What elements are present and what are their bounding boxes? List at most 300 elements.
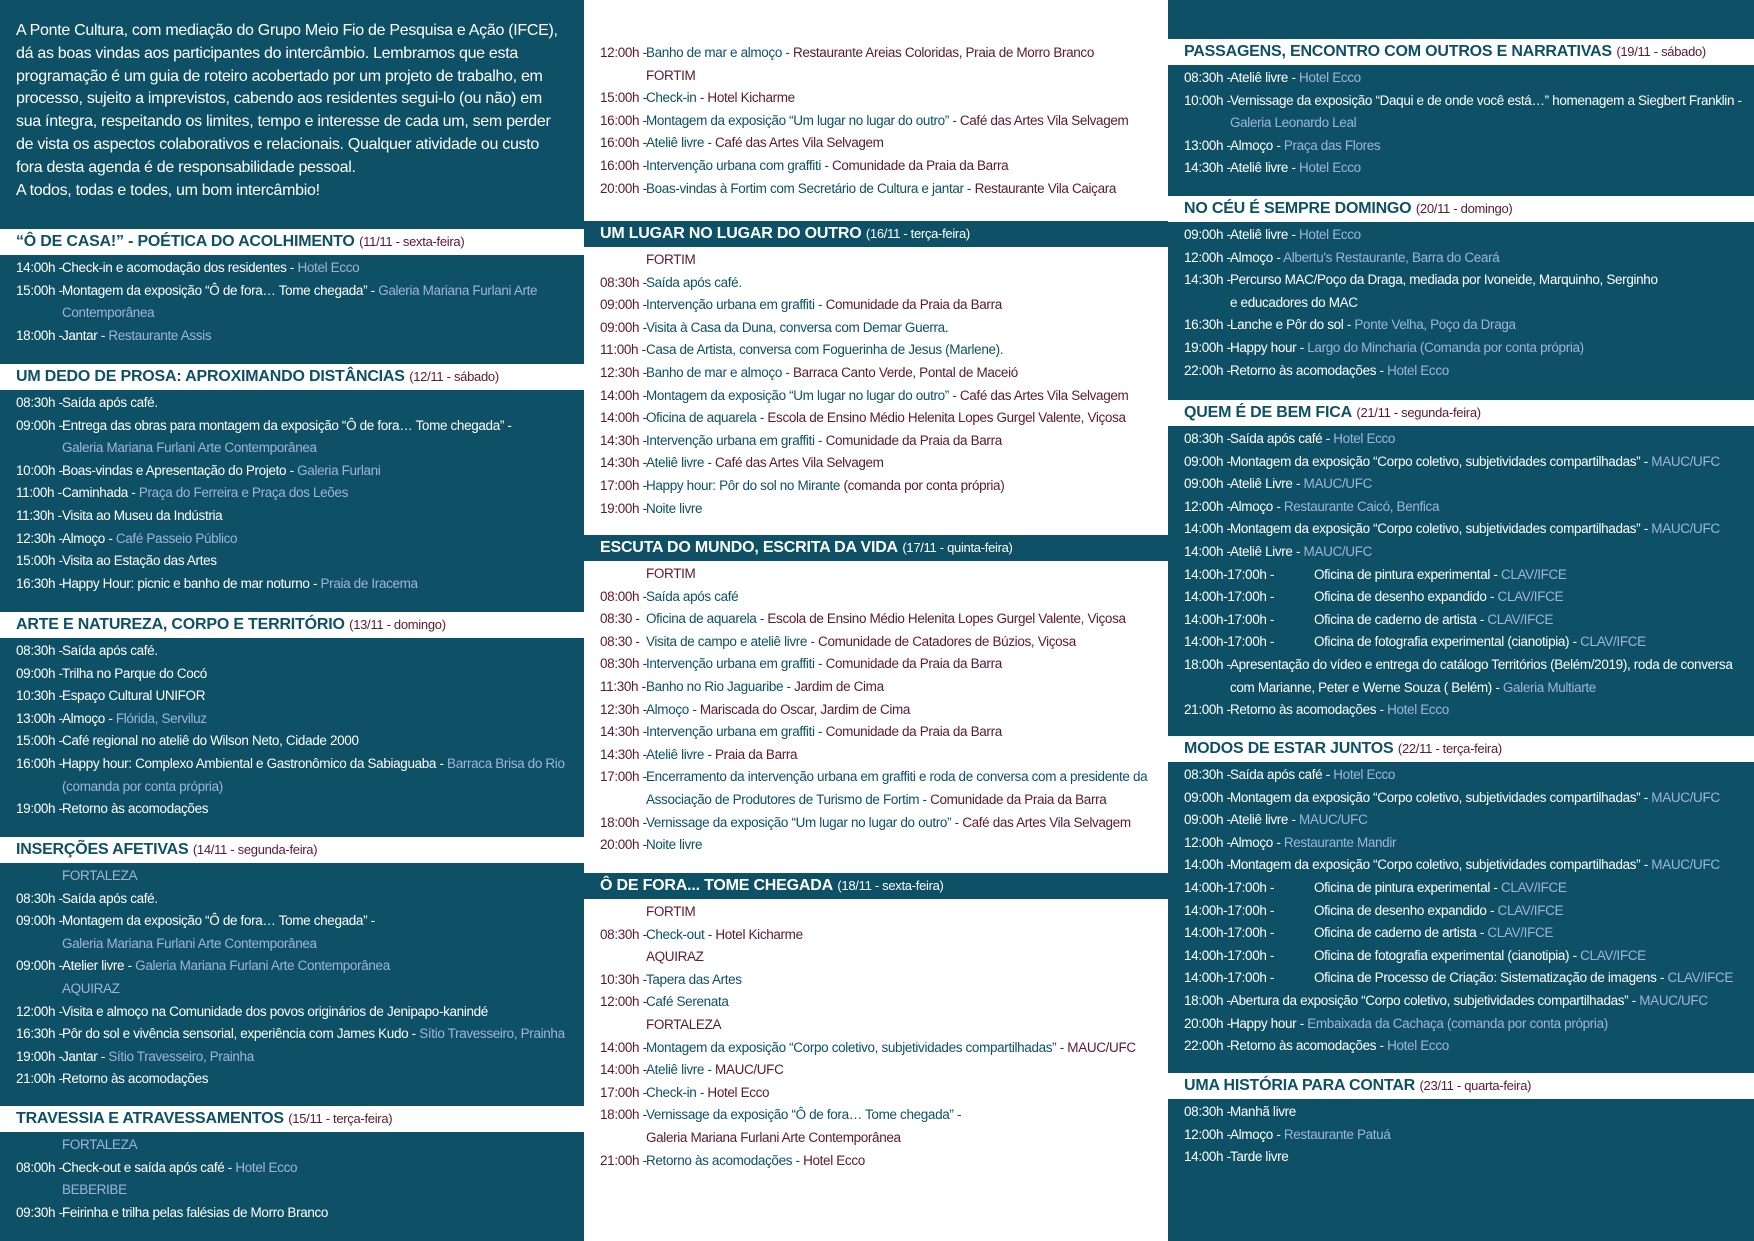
row-time: 08:30 -	[600, 611, 640, 627]
row-description	[1230, 787, 1754, 810]
schedule-row	[1184, 1101, 1754, 1124]
schedule-row	[600, 110, 1168, 133]
row-time: 11:00h -	[600, 342, 646, 358]
row-description	[62, 392, 584, 415]
section-header	[1168, 196, 1754, 222]
section-header	[584, 535, 1168, 561]
row-description	[1230, 135, 1754, 158]
activity-text: Almoço -	[1230, 137, 1281, 153]
venue-text: Restaurante Assis	[108, 327, 212, 343]
schedule-row	[600, 1037, 1168, 1060]
venue-text: CLAV/IFCE	[1500, 879, 1567, 895]
row-time: 09:00h -	[1184, 453, 1231, 469]
activity-text: Almoço -	[1230, 498, 1281, 514]
venue-text: Praia da Barra	[715, 746, 798, 762]
activity-text: Retorno às acomodações -	[1230, 702, 1384, 718]
venue-text: Hotel Ecco	[803, 1152, 865, 1168]
row-time: 09:00h -	[16, 913, 63, 929]
section-title: TRAVESSIA E ATRAVESSAMENTOS	[16, 1110, 284, 1127]
section-title: ESCUTA DO MUNDO, ESCRITA DA VIDA	[600, 539, 898, 556]
section-rows	[1168, 65, 1754, 180]
row-description	[646, 42, 1168, 65]
row-description	[1314, 609, 1754, 632]
location-label: Galeria Mariana Furlani Arte Contemporânea	[646, 1129, 901, 1145]
row-description	[646, 721, 1168, 744]
row-time: 14:00h-17:00h -	[1184, 879, 1275, 895]
schedule-row	[1184, 654, 1754, 699]
row-description	[646, 155, 1168, 178]
schedule-row	[1184, 699, 1754, 722]
activity-text: Café Serenata	[646, 994, 729, 1010]
row-time: 15:00h -	[16, 733, 63, 749]
activity-text: Banho de mar e almoço -	[646, 45, 790, 60]
section-date: (21/11 - segunda-feira)	[1356, 405, 1481, 420]
row-description	[1230, 541, 1754, 564]
row-time: 13:00h -	[1184, 137, 1231, 153]
row-time: 18:00h -	[1184, 992, 1231, 1008]
schedule-row	[600, 132, 1168, 155]
activity-text: Trilha no Parque do Cocó	[62, 665, 207, 681]
activity-text: Boas-vindas à Fortim com Secretário de Cultura e jantar -	[646, 180, 972, 196]
activity-text: Almoço -	[62, 530, 113, 546]
section-rows	[1168, 1099, 1754, 1169]
schedule-row	[600, 766, 1168, 811]
day-section	[584, 535, 1168, 857]
activity-text: Oficina de caderno de artista -	[1314, 925, 1484, 941]
row-description	[1314, 877, 1754, 900]
row-description	[1230, 247, 1754, 270]
schedule-row	[600, 385, 1168, 408]
venue-text: Barraca Canto Verde, Pontal de Maceió	[792, 364, 1018, 380]
activity-text: Visita ao Museu da Indústria	[62, 507, 223, 523]
venue-text: Hotel Ecco	[1387, 702, 1449, 718]
row-time: 12:00h -	[1184, 834, 1231, 850]
schedule-row	[600, 1104, 1168, 1127]
venue-text: Café Passeio Público	[115, 530, 238, 546]
row-time: 13:00h -	[16, 710, 63, 726]
schedule-row	[1184, 90, 1754, 113]
day-section	[0, 1106, 584, 1224]
section-title: Ô DE FORA... TOME CHEGADA	[600, 877, 833, 894]
venue-text: Café das Artes Vila Selvagem	[959, 112, 1129, 128]
location-label: Galeria Leonardo Leal	[1230, 115, 1357, 131]
row-description	[646, 631, 1168, 654]
row-description	[646, 87, 1168, 110]
row-time: 14:00h-17:00h -	[1184, 611, 1275, 627]
row-description	[1230, 1013, 1754, 1036]
row-description	[646, 744, 1168, 767]
activity-text: Vernissage da exposição “Um lugar no lugar do outro” -	[646, 814, 959, 830]
row-description	[1314, 967, 1754, 990]
schedule-row	[600, 317, 1168, 340]
activity-text: Saída após café.	[62, 643, 158, 658]
schedule-row	[1184, 945, 1754, 968]
schedule-row	[600, 272, 1168, 295]
schedule-row	[600, 339, 1168, 362]
section-rows	[0, 390, 584, 595]
schedule-row	[600, 155, 1168, 178]
activity-text: Almoço -	[1230, 1126, 1281, 1142]
activity-text: Oficina de aquarela -	[646, 611, 764, 627]
row-time: 08:30h -	[1184, 1104, 1231, 1119]
schedule-row	[1184, 900, 1754, 923]
row-time: 14:00h -	[600, 410, 647, 426]
row-time: 08:30h -	[600, 274, 647, 290]
day-section	[584, 221, 1168, 520]
section-rows	[0, 863, 584, 1091]
venue-text: Comunidade de Catadores de Búzios, Viçosa	[818, 633, 1076, 649]
section-date: (12/11 - sábado)	[409, 369, 499, 384]
activity-text: Visita à Casa da Duna, conversa com Demar Guerra.	[646, 319, 949, 335]
section-header	[0, 612, 584, 638]
schedule-row	[16, 528, 584, 551]
row-time: 12:00h -	[1184, 498, 1231, 514]
section-title: “Ô DE CASA!” - POÉTICA DO ACOLHIMENTO	[16, 233, 355, 250]
row-description	[646, 812, 1168, 835]
row-time: 12:00h -	[1184, 249, 1231, 265]
venue-text: Comunidade da Praia da Barra	[930, 791, 1107, 807]
activity-text: Oficina de caderno de artista -	[1314, 611, 1484, 627]
row-description	[646, 653, 1168, 676]
intro-text	[0, 0, 584, 202]
section-rows	[0, 1132, 584, 1224]
activity-text: Oficina de desenho expandido -	[1314, 902, 1495, 918]
schedule-column-3	[1168, 0, 1754, 1241]
venue-text: Embaixada da Cachaça (comanda por conta própria)	[1307, 1015, 1608, 1031]
location-label: Galeria Mariana Furlani Arte Contemporânea	[62, 440, 317, 456]
section-header	[0, 1106, 584, 1132]
row-time: 09:00h -	[600, 319, 647, 335]
row-time: 08:30 -	[600, 633, 640, 649]
activity-text: Intervenção urbana em graffiti -	[646, 724, 823, 740]
row-time: 20:00h -	[600, 837, 647, 853]
activity-text: Noite livre	[646, 500, 703, 516]
day-section	[1168, 400, 1754, 722]
schedule-row	[1184, 451, 1754, 474]
schedule-row	[600, 676, 1168, 699]
row-description	[62, 708, 584, 731]
venue-text: MAUC/UFC	[1299, 812, 1368, 828]
schedule-row	[1184, 1013, 1754, 1036]
row-time: 15:00h -	[16, 553, 63, 569]
row-description	[62, 573, 584, 596]
activity-text: Saída após café.	[62, 890, 158, 906]
section-header	[584, 221, 1168, 247]
day-section	[1168, 196, 1754, 382]
activity-text: Casa de Artista, conversa com Foguerinha de Jesus (Marlene).	[646, 342, 1004, 358]
row-time: 14:30h -	[1184, 272, 1231, 288]
schedule-row	[16, 708, 584, 731]
row-description	[62, 663, 584, 686]
venue-text: Hotel Ecco	[1333, 431, 1396, 446]
section-title: ARTE E NATUREZA, CORPO E TERRITÓRIO	[16, 616, 345, 633]
venue-text: Praia de Iracema	[320, 575, 418, 591]
schedule-row	[16, 505, 584, 528]
activity-text: Check-out -	[646, 926, 712, 942]
section-header	[0, 229, 584, 255]
row-time: 14:00h -	[1184, 543, 1231, 559]
row-time: 21:00h -	[600, 1152, 647, 1168]
venue-text: Praça das Flores	[1283, 137, 1381, 153]
row-description	[62, 325, 584, 348]
section-header	[0, 837, 584, 863]
activity-text: Happy Hour: picnic e banho de mar noturno -	[62, 575, 318, 591]
section-date: (22/11 - terça-feira)	[1397, 741, 1502, 756]
activity-text: Visita de campo e ateliê livre -	[646, 633, 815, 649]
venue-text: Comunidade da Praia da Barra	[825, 432, 1002, 448]
schedule-row	[1184, 631, 1754, 654]
schedule-row	[16, 1157, 584, 1180]
day-section	[0, 612, 584, 821]
row-time: 09:00h -	[1184, 476, 1231, 492]
activity-text: Happy hour -	[1230, 1015, 1304, 1031]
row-time: 19:00h -	[600, 500, 647, 516]
location-label: FORTIM	[646, 252, 696, 267]
activity-text: Ateliê livre -	[1230, 227, 1296, 242]
row-description	[62, 1046, 584, 1069]
schedule-row	[600, 87, 1168, 110]
row-description	[646, 1082, 1168, 1105]
row-description	[62, 753, 584, 798]
venue-text: MAUC/UFC	[1639, 992, 1708, 1008]
row-time: 08:00h -	[16, 1159, 63, 1175]
schedule-row	[16, 550, 584, 573]
row-description	[62, 730, 584, 753]
activity-text: Banho de mar e almoço -	[646, 364, 790, 380]
schedule-row	[16, 1046, 584, 1069]
venue-text: Comunidade da Praia da Barra	[825, 656, 1002, 672]
venue-text: Praça do Ferreira e Praça dos Leões	[138, 485, 348, 501]
schedule-row	[600, 969, 1168, 992]
activity-text: Intervenção urbana em graffiti -	[646, 432, 823, 448]
row-time: 14:30h -	[600, 455, 647, 471]
row-description	[646, 385, 1168, 408]
section-date: (17/11 - quinta-feira)	[902, 540, 1013, 555]
activity-text: Montagem da exposição “Um lugar no lugar do outro” -	[646, 387, 957, 403]
activity-text: Retorno às acomodações -	[646, 1152, 800, 1168]
schedule-row	[600, 362, 1168, 385]
row-time: 12:30h -	[16, 530, 63, 546]
row-description	[646, 178, 1168, 201]
schedule-row	[1184, 473, 1754, 496]
row-time: 18:00h -	[1184, 656, 1231, 672]
row-time: 11:00h -	[16, 485, 62, 501]
row-description	[62, 460, 584, 483]
row-description	[1230, 764, 1754, 787]
section-date: (20/11 - domingo)	[1415, 201, 1513, 216]
activity-text: Montagem da exposição “Corpo coletivo, subjetividades compartilhadas” -	[646, 1039, 1064, 1055]
row-description	[646, 608, 1168, 631]
section-rows	[1168, 762, 1754, 1058]
venue-text: Galeria Multiarte	[1502, 679, 1596, 695]
activity-text: Apresentação do vídeo e entrega do catálogo Territórios (Belém/2019), roda de conversa com Marianne, Peter e Werne Souza ( Belém) -	[1230, 656, 1733, 695]
schedule-row	[16, 257, 584, 280]
venue-text: Hotel Ecco	[1387, 362, 1449, 378]
row-time: 09:00h -	[1184, 812, 1231, 828]
section-header	[1168, 736, 1754, 762]
row-time: 08:30h -	[1184, 431, 1231, 446]
schedule-column-2	[584, 0, 1168, 1241]
row-description	[646, 110, 1168, 133]
schedule-row	[600, 1059, 1168, 1082]
row-time: 21:00h -	[16, 1071, 63, 1087]
schedule-row	[16, 392, 584, 415]
row-time: 12:30h -	[600, 701, 647, 717]
schedule-row	[600, 1082, 1168, 1105]
venue-text: CLAV/IFCE	[1497, 589, 1564, 605]
row-description	[62, 505, 584, 528]
schedule-row	[1184, 877, 1754, 900]
schedule-row	[16, 460, 584, 483]
section-title: MODOS DE ESTAR JUNTOS	[1184, 740, 1394, 757]
venue-text: Hotel Kicharme	[715, 926, 803, 942]
row-description	[646, 676, 1168, 699]
row-time: 17:00h -	[600, 1084, 647, 1100]
row-time: 08:30h -	[1184, 70, 1231, 85]
schedule-row	[600, 924, 1168, 947]
schedule-row	[1184, 314, 1754, 337]
location-label: FORTALEZA	[62, 868, 138, 883]
activity-text: Percurso MAC/Poço da Draga, mediada por Ivoneide, Marquinho, Serginho	[1230, 272, 1658, 288]
row-time: 19:00h -	[16, 801, 63, 817]
schedule-row	[16, 1202, 584, 1225]
section-header	[584, 873, 1168, 899]
schedule-row	[16, 685, 584, 708]
schedule-row	[16, 280, 584, 325]
schedule-row	[600, 653, 1168, 676]
row-description	[646, 586, 1168, 609]
activity-text: Vernissage da exposição “Ô de fora… Tome chegada” -	[646, 1107, 962, 1123]
row-description	[646, 498, 1168, 521]
row-description	[646, 766, 1168, 811]
schedule-row	[1184, 564, 1754, 587]
venue-text: Hotel Ecco	[297, 260, 360, 275]
location-label: AQUIRAZ	[646, 949, 704, 965]
day-section	[0, 837, 584, 1091]
section-title: QUEM É DE BEM FICA	[1184, 404, 1352, 421]
row-time: 08:30h -	[600, 656, 647, 672]
day-section	[1168, 736, 1754, 1058]
row-description	[62, 550, 584, 573]
row-description	[62, 257, 584, 280]
section-title: INSERÇÕES AFETIVAS	[16, 841, 189, 858]
day-section	[1168, 39, 1754, 180]
schedule-row	[1184, 854, 1754, 877]
row-description	[646, 991, 1168, 1014]
schedule-row	[1184, 764, 1754, 787]
location-label: FORTALEZA	[62, 1137, 138, 1152]
row-description	[62, 798, 584, 821]
activity-text: Abertura da exposição “Corpo coletivo, subjetividades compartilhadas” -	[1230, 992, 1636, 1008]
venue-text: CLAV/IFCE	[1497, 902, 1564, 918]
row-description	[646, 1104, 1168, 1127]
row-description	[62, 955, 584, 978]
row-description	[646, 1037, 1168, 1060]
schedule-row	[16, 1023, 584, 1046]
row-description	[62, 1202, 584, 1225]
schedule-row	[600, 407, 1168, 430]
activity-text: Ateliê livre -	[646, 1062, 712, 1078]
section-header	[0, 364, 584, 390]
row-time: 16:30h -	[16, 575, 63, 591]
schedule-row	[600, 631, 1168, 654]
venue-text: CLAV/IFCE	[1580, 947, 1646, 963]
activity-text: Happy hour: Pôr do sol no Mirante	[646, 477, 841, 493]
row-time: 14:00h-17:00h -	[1184, 947, 1275, 963]
row-time: 14:00h-17:00h -	[1184, 566, 1275, 582]
venue-text: MAUC/UFC	[1067, 1039, 1136, 1055]
row-time: 14:00h-17:00h -	[1184, 925, 1275, 941]
venue-text: Hotel Ecco	[1299, 227, 1361, 242]
row-description	[1230, 269, 1754, 292]
row-time: 22:00h -	[1184, 1038, 1231, 1054]
activity-text: Montagem da exposição “Ô de fora… Tome chegada” -	[62, 282, 375, 298]
venue-text: MAUC/UFC	[1303, 476, 1372, 492]
section-date: (15/11 - terça-feira)	[288, 1111, 393, 1126]
row-time: 12:00h -	[1184, 1126, 1231, 1142]
schedule-row	[1184, 1146, 1754, 1169]
venue-text: Galeria Mariana Furlani Arte Contemporânea	[62, 282, 538, 321]
row-description	[646, 969, 1168, 992]
row-description	[646, 924, 1168, 947]
activity-text: Ateliê Livre -	[1230, 543, 1301, 559]
row-description	[1230, 518, 1754, 541]
activity-text: Saída após café -	[1230, 431, 1330, 446]
row-time: 10:30h -	[600, 971, 647, 987]
row-time: 17:00h -	[600, 769, 647, 785]
activity-text: Intervenção urbana em graffiti -	[646, 297, 823, 313]
activity-text: Oficina de desenho expandido -	[1314, 589, 1495, 605]
row-time: 22:00h -	[1184, 362, 1231, 378]
venue-text: MAUC/UFC	[1651, 857, 1720, 873]
schedule-row	[16, 415, 584, 438]
schedule-row	[1184, 247, 1754, 270]
schedule-row	[600, 294, 1168, 317]
activity-text: Feirinha e trilha pelas falésias de Morro Branco	[62, 1204, 329, 1220]
venue-text: Comunidade da Praia da Barra	[825, 724, 1002, 740]
row-description	[62, 1001, 584, 1024]
schedule-row	[600, 744, 1168, 767]
row-time: 08:30h -	[1184, 767, 1231, 782]
venue-text: CLAV/IFCE	[1667, 970, 1734, 986]
section-rows	[584, 899, 1168, 1172]
row-time: 11:30h -	[16, 507, 62, 523]
venue-text: Flórida, Serviluz	[115, 710, 207, 726]
activity-text: Pôr do sol e vivência sensorial, experiência com James Kudo -	[62, 1026, 416, 1042]
activity-text: Montagem da exposição “Corpo coletivo, subjetividades compartilhadas” -	[1230, 857, 1648, 873]
schedule-row	[600, 699, 1168, 722]
activity-text: Happy hour -	[1230, 339, 1304, 355]
row-time: 16:00h -	[600, 112, 647, 128]
section-rows	[0, 255, 584, 347]
row-description	[1230, 990, 1754, 1013]
schedule-row	[1184, 586, 1754, 609]
row-description	[1230, 496, 1754, 519]
schedule-row	[600, 721, 1168, 744]
location-label: Galeria Mariana Furlani Arte Contemporânea	[62, 935, 317, 951]
row-time: 14:30h -	[600, 746, 647, 762]
row-description	[1230, 451, 1754, 474]
activity-text: Jantar -	[62, 327, 105, 343]
schedule-row	[16, 663, 584, 686]
row-time: 14:00h -	[600, 1062, 647, 1078]
row-time: 12:30h -	[600, 364, 647, 380]
row-description	[646, 1059, 1168, 1082]
schedule-row	[16, 955, 584, 978]
row-description	[1314, 945, 1754, 968]
intro-greeting: A todos, todas e todes, um bom intercâmbio!	[16, 181, 320, 199]
row-description	[1230, 314, 1754, 337]
